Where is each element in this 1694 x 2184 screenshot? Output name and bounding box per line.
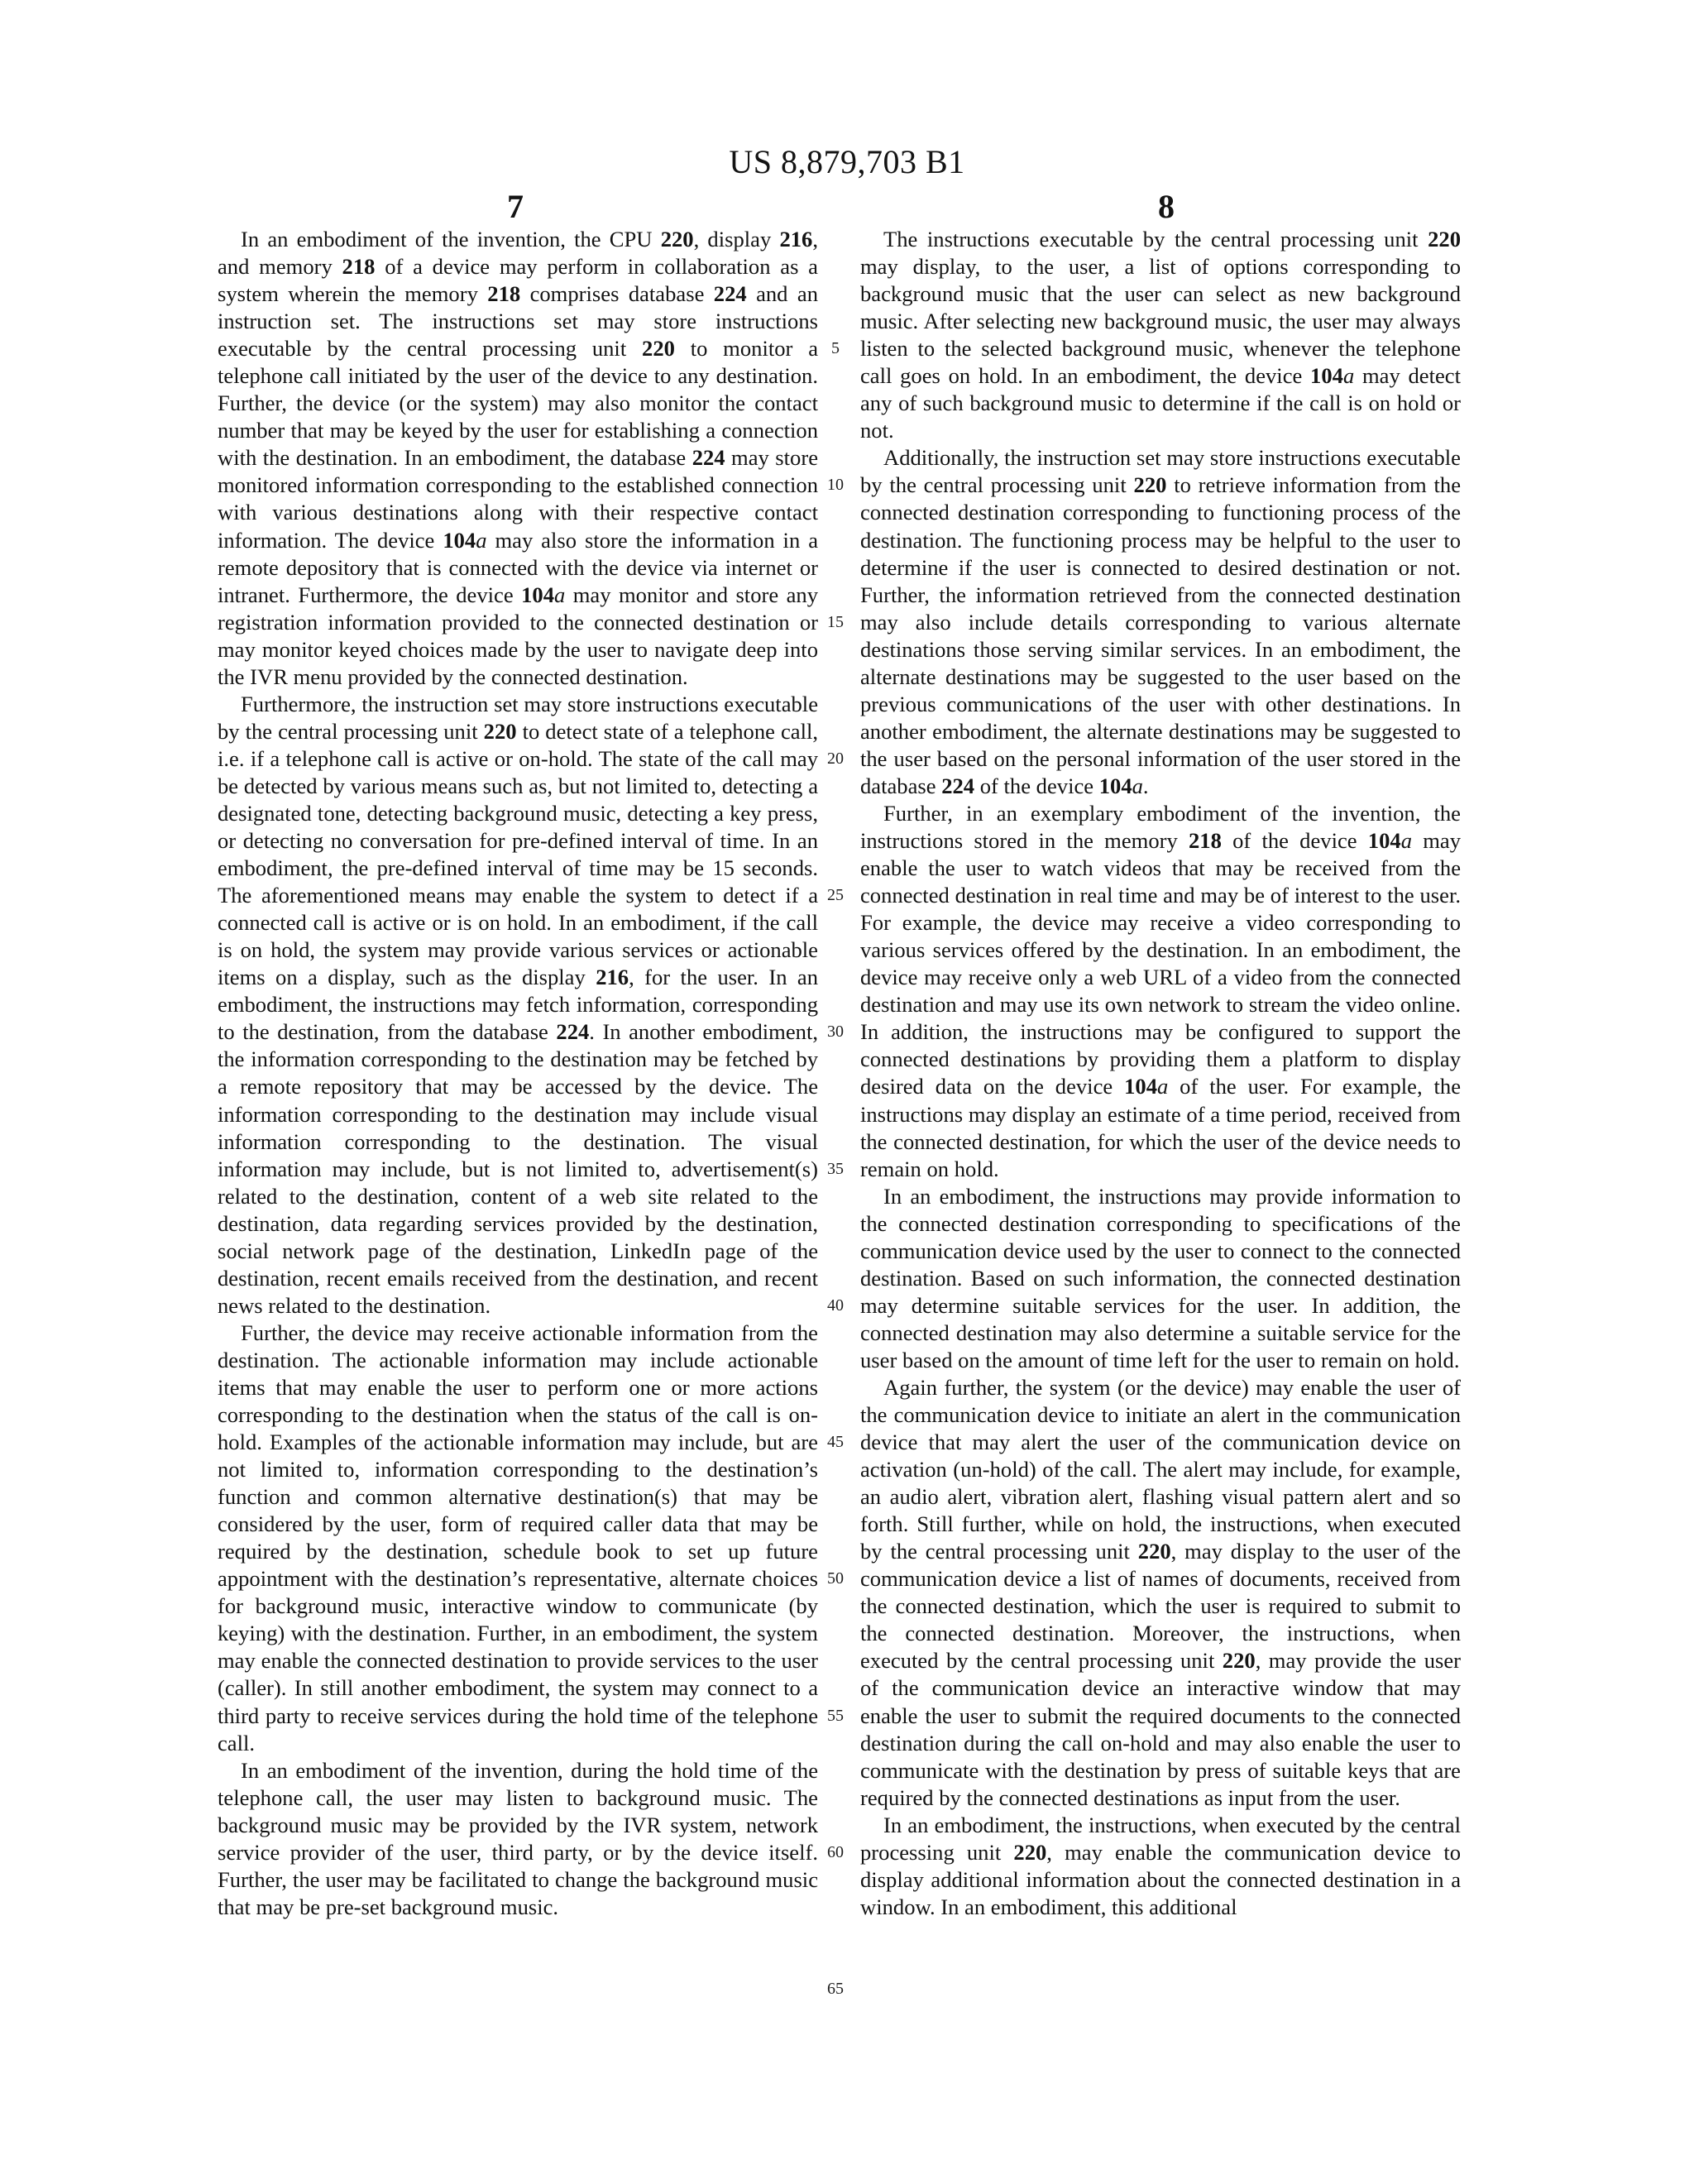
paragraph — [218, 691, 818, 1320]
text-run: of the device — [1221, 828, 1368, 854]
patent-header: US 8,879,703 B1 — [729, 143, 965, 180]
text-run: , may enable the communication device to display additional information about the connected destination in a window. In an embodiment, this additional — [860, 1839, 1462, 1919]
line-number: 65 — [827, 1980, 844, 1999]
reference-number: 220 — [660, 227, 694, 251]
paragraph — [218, 1320, 818, 1757]
reference-numeral — [556, 1019, 589, 1044]
reference-number: 104 — [1098, 773, 1132, 798]
text-run: may detect any of such background music to determine if the call is on hold or not. — [860, 363, 1461, 443]
paragraph — [860, 1183, 1461, 1374]
text-run: , may provide the user of the communication device an interactive window that may enable the user to submit the required documents to the connected destination during the call on-hold and may also enable the user to communicate with the destination by press of suitable keys that are required by the connected destinations as input from the user. — [860, 1648, 1461, 1810]
page-number-left: 7 — [507, 188, 524, 225]
reference-number: 224 — [691, 445, 725, 471]
reference-number: 218 — [487, 281, 521, 307]
reference-numeral — [1310, 363, 1354, 388]
reference-numeral — [1099, 774, 1143, 798]
text-run: Furthermore, the instruction set may store instructions executable by the central processing unit — [218, 691, 818, 744]
text-run: Additionally, the instruction set may store instructions executable by the central processing unit — [860, 445, 1461, 498]
reference-number: 104 — [521, 582, 554, 607]
line-number: 45 — [827, 1433, 844, 1452]
paragraph — [860, 1812, 1461, 1921]
line-number: 15 — [827, 612, 844, 631]
reference-number: 216 — [596, 965, 629, 990]
line-number: 5 — [831, 339, 840, 358]
reference-number: 220 — [1137, 1539, 1171, 1564]
text-run: comprises database — [520, 281, 714, 307]
text-run: , for the user. In an embodiment, the instructions may fetch information, corresponding to the destination, from the database — [218, 965, 818, 1045]
reference-number: 220 — [1428, 227, 1461, 251]
reference-numeral — [1189, 828, 1222, 853]
reference-number: 224 — [556, 1019, 590, 1045]
reference-numeral — [521, 582, 565, 607]
reference-numeral — [342, 254, 376, 279]
paragraph — [860, 444, 1461, 800]
text-run: Further, the device may receive actionable information from the destination. The actionable information may include actionable items that may enable the user to perform one or more actions corresponding to the destination when the status of the call is on-hold. Examples of the actionable information may include, but are not limited to, information corresponding to the destination’s function and common alternative destination(s) that may be considered by the user, form of required caller data that may be required by the destination, schedule book to set up future appointment with the destination’s representative, alternate choices for background music, interactive window to communicate (by keying) with the destination. Further, in an embodiment, the system may enable the connected destination to provide services to the user (caller). In still another embodiment, the system may connect to a third party to receive services during the hold time of the telephone call. — [218, 1320, 818, 1755]
text-run: In an embodiment, the instructions may provide information to the connected destination corresponding to specifications of the communication device used by the user to connect to the connected destination. Based on such information, the connected destination may determine suitable services for the user. In addition, the connected destination may also determine a suitable service for the user based on the amount of time left for the user to remain on hold. — [860, 1183, 1461, 1372]
reference-number: 220 — [1133, 472, 1167, 498]
text-run: to monitor a telephone call initiated by the user of the device to any destination. Further, the device (or the system) may also monitor the contact number that may be keyed by the user for establishing a connection with the destination. In an embodiment, the database — [218, 336, 818, 471]
line-number: 35 — [827, 1159, 844, 1178]
line-number: 55 — [827, 1706, 844, 1725]
text-run: to retrieve information from the connected destination corresponding to functioning process of the destination. The functioning process may be helpful to the user to determine if the user is connected to desired destination or not. Further, the information retrieved from the connected destination may also include details corresponding to various alternate destinations those serving similar services. In an embodiment, the alternate destinations may be suggested to the user based on the previous communications of the user with other destinations. In another embodiment, the alternate destinations may be suggested to the user based on the personal information of the user stored in the database — [860, 472, 1461, 798]
text-run: . In another embodiment, the information corresponding to the destination may be fetched by a remote repository that may be accessed by the device. The information corresponding to the destination may include visual information corresponding to the destination. The visual information may include, but is not limited to, advertisement(s) related to the destination, content of a web site related to the destination, data regarding services provided by the destination, social network page of the destination, LinkedIn page of the destination, recent emails received from the destination, and recent news related to the destination. — [218, 1019, 818, 1318]
left-column — [218, 226, 818, 1921]
reference-numeral — [487, 281, 520, 306]
reference-numeral — [1134, 472, 1167, 497]
reference-numeral — [642, 336, 675, 361]
reference-numeral — [692, 445, 725, 470]
right-column — [860, 226, 1461, 1921]
text-run: may enable the user to watch videos that may be received from the connected destination in real time and may be of interest to the user. For example, the device may receive a video corresponding to various services offered by the destination. In an embodiment, the device may receive only a web URL of a video from the connected destination and may use its own network to stream the video online. In addition, the instructions may be configured to support the connected destinations by providing them a platform to display desired data on the device — [860, 828, 1461, 1099]
reference-number: 104 — [1367, 828, 1401, 854]
reference-numeral — [1428, 227, 1461, 251]
reference-number: 220 — [1222, 1648, 1256, 1674]
reference-number: 104 — [1310, 363, 1343, 389]
text-run: may store monitored information corresponding to the established connection with various destinations along with their respective contact information. The device — [218, 445, 818, 553]
reference-suffix: a — [554, 582, 566, 607]
paragraph — [860, 226, 1461, 444]
reference-numeral — [941, 774, 974, 798]
reference-number: 224 — [713, 281, 747, 307]
reference-numeral — [1223, 1648, 1256, 1673]
reference-number: 104 — [1124, 1074, 1157, 1099]
text-run: may monitor and store any registration information provided to the connected destination or may monitor keyed choices made by the user to navigate deep into the IVR menu provided by the connected destination. — [218, 582, 818, 689]
text-run: , may display to the user of the communication device a list of names of documents, received from the connected destination, which the user is required to submit to the connected destination. Moreover, the instructions, when executed by the central processing unit — [860, 1539, 1461, 1674]
text-run: , and memory — [218, 227, 818, 280]
reference-numeral — [661, 227, 694, 251]
reference-number: 220 — [642, 336, 675, 362]
reference-numeral — [443, 528, 486, 553]
page-number-right: 8 — [1158, 188, 1175, 225]
text-run: In an embodiment, the instructions, when executed by the central processing unit — [860, 1812, 1461, 1865]
text-run: of a device may perform in collaboration as a system wherein the memory — [218, 254, 818, 307]
text-run: Further, in an exemplary embodiment of the invention, the instructions stored in the memory — [860, 800, 1461, 854]
reference-suffix: a — [1132, 773, 1143, 798]
reference-number: 218 — [1188, 828, 1222, 854]
reference-number: 220 — [483, 718, 517, 744]
reference-numeral — [1368, 828, 1412, 853]
reference-numeral — [1124, 1074, 1168, 1099]
reference-numeral — [779, 227, 812, 251]
reference-number: 220 — [1013, 1839, 1047, 1865]
line-number: 60 — [827, 1842, 844, 1861]
text-run: The instructions executable by the central processing unit — [883, 227, 1428, 251]
text-run: , display — [693, 227, 780, 251]
reference-suffix: a — [476, 527, 487, 553]
reference-number: 218 — [342, 254, 376, 280]
reference-numeral — [484, 719, 517, 744]
reference-suffix: a — [1156, 1074, 1169, 1099]
text-run: may display, to the user, a list of options corresponding to background music that the user can select as new background music. After selecting new background music, the user may always listen to the selected background music, whenever the telephone call goes on hold. In an embodiment, the device — [860, 254, 1461, 389]
line-number: 30 — [827, 1023, 844, 1042]
text-run: In an embodiment of the invention, the CPU — [241, 227, 661, 251]
line-number: 10 — [827, 476, 844, 495]
paragraph — [860, 800, 1461, 1183]
reference-suffix: a — [1400, 828, 1412, 854]
reference-numeral — [1013, 1840, 1046, 1865]
reference-number: 224 — [941, 773, 975, 798]
reference-numeral — [596, 965, 629, 989]
text-run: . — [1142, 773, 1149, 798]
text-run: may also store the information in a remote depository that is connected with the device via internet or intranet. Furthermore, the device — [218, 527, 819, 607]
reference-numeral — [1138, 1539, 1171, 1564]
line-number: 20 — [827, 749, 844, 768]
line-number: 50 — [827, 1569, 844, 1588]
reference-number: 104 — [443, 527, 476, 553]
text-run: of the device — [974, 773, 1099, 798]
reference-number: 216 — [779, 227, 813, 251]
text-run: of the user. For example, the instructions may display an estimate of a time period, received from the connected destination, for which the user of the device needs to remain on hold. — [860, 1074, 1461, 1181]
paragraph — [860, 1374, 1461, 1812]
text-run: In an embodiment of the invention, during the hold time of the telephone call, the user may listen to background music. The background music may be provided by the IVR system, network service provider of the user, third party, or by the device itself. Further, the user may be facilitated to change the background music that may be pre-set background music. — [218, 1757, 818, 1919]
text-run: and an instruction set. The instructions set may store instructions executable by the central processing unit — [218, 281, 818, 362]
line-number: 40 — [827, 1296, 844, 1315]
text-run: Again further, the system (or the device) may enable the user of the communication device to initiate an alert in the communication device that may alert the user of the communication device on activation (un-hold) of the call. The alert may include, for example, an audio alert, vibration alert, flashing visual pattern alert and so forth. Still further, while on hold, the instructions, when executed by the central processing unit — [860, 1374, 1461, 1564]
line-number: 25 — [827, 886, 844, 905]
paragraph — [218, 226, 818, 691]
text-run: to detect state of a telephone call, i.e. if a telephone call is active or on-hold. The state of the call may be detected by various means such as, but not limited to, detecting a designated tone, detecting background music, detecting a key press, or detecting no conversation for pre-defined interval of time. In an embodiment, the pre-defined interval of time may be 15 seconds. The aforementioned means may enable the system to detect if a connected call is active or is on hold. In an embodiment, if the call is on hold, the system may provide various services or actionable items on a display, such as the display — [218, 718, 818, 990]
paragraph — [218, 1757, 818, 1921]
reference-numeral — [714, 281, 747, 306]
reference-suffix: a — [1342, 363, 1355, 389]
